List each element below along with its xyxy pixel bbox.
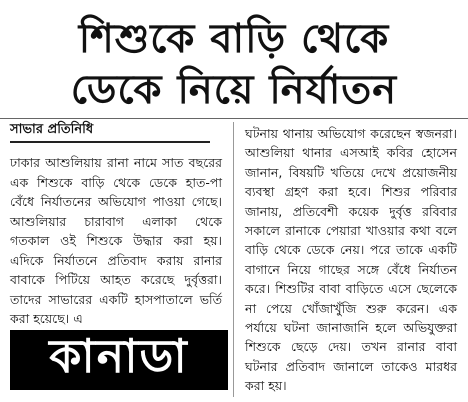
next-article-banner: কানাডা bbox=[10, 330, 228, 390]
previous-article-fragment bbox=[0, 0, 468, 10]
column-divider bbox=[233, 122, 234, 397]
headline-rule bbox=[0, 118, 468, 119]
byline: সাভার প্রতিনিধি bbox=[10, 121, 210, 143]
left-column-text: ঢাকার আশুলিয়ায় রানা নামে সাত বছরের এক শিশুকে বাড়ি থেকে ডেকে হাত-পা বেঁধে নির্যাতনের অভিযোগ পাওয়া গেছে। আশুলিয়ার চারাবাগ এলাকা থেকে গতকাল ওই শিশুকে উদ্ধার করা হয়। এদিকে নির্যাতনে প্রতিবাদ করায় রানার বাবাকে পিটিয়ে আহত করেছে দুর্বৃত্তরা। তাদের সাভারের একটি হাসপাতালে ভর্তি করা হয়েছে। এ bbox=[10, 155, 222, 326]
headline-line-1: শিশুকে বাড়ি থেকে bbox=[78, 16, 390, 62]
right-column-text: ঘটনায় থানায় অভিযোগ করেছেন স্বজনরা। আশুলিয়া থানার এসআই কবির হোসেন জানান, বিষয়টি খতিয়ে দেখে প্রয়োজনীয় ব্যবস্থা গ্রহণ করা হবে। শিশুর পরিবার জানায়, প্রতিবেশী কয়েক দুর্বৃত্ত রবিবার সকালে রানাকে পেয়ারা খাওয়ার কথা বলে বাড়ি থেকে ডেকে নেয়। পরে তাকে একটি বাগানে নিয়ে গাছের সঙ্গে বেঁধে নির্যাতন করে। শিশুটির বাবা বাড়িতে এসে ছেলেকে না পেয়ে খোঁজাখুঁজি শুরু করেন। এক পর্যায়ে ঘটনা জানাজানি হলে অভিযুক্তরা শিশুকে ছেড়ে দেয়। তখন রানার বাবা ঘটনার প্রতিবাদ জানালে তাকেও মারধর করা হয়। bbox=[245, 126, 457, 394]
headline bbox=[0, 14, 468, 116]
article-column-right bbox=[245, 124, 457, 396]
article-column-left bbox=[10, 153, 222, 329]
headline-line-2: ডেকে নিয়ে নির্যাতন bbox=[70, 67, 398, 113]
